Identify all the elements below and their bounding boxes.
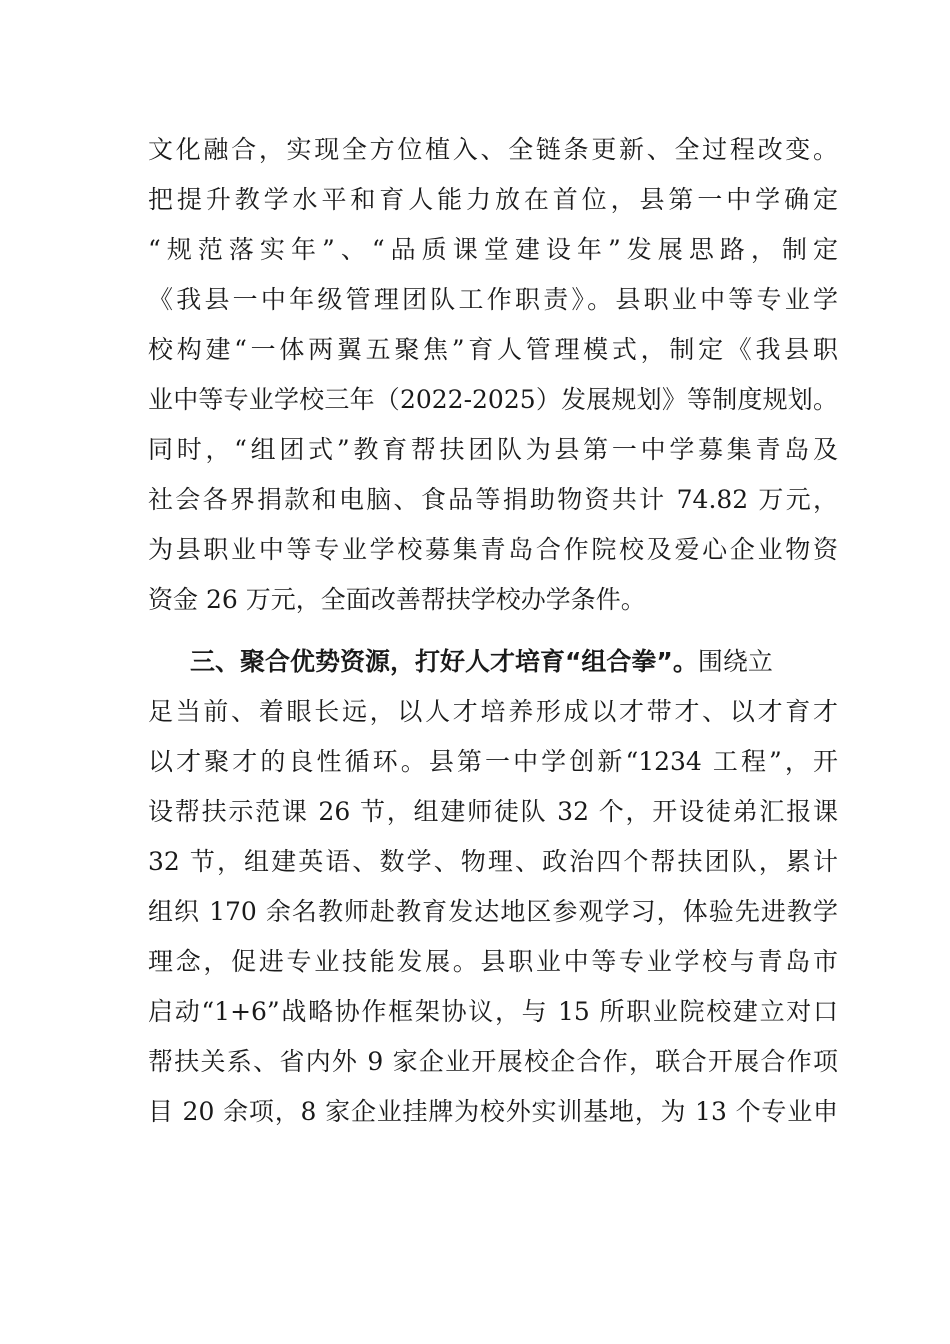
text-line: 《我县一中年级管理团队工作职责》。县职业中等专业学 (148, 285, 838, 314)
text-line: 校构建“一体两翼五聚焦”育人管理模式，制定《我县职 (148, 335, 838, 364)
text-line: 把提升教学水平和育人能力放在首位，县第一中学确定 (148, 185, 838, 214)
text-line: 启动“1+6”战略协作框架协议，与 15 所职业院校建立对口 (148, 997, 838, 1026)
text-line: 帮扶关系、省内外 9 家企业开展校企合作，联合开展合作项 (148, 1047, 838, 1076)
text-line: 文化融合，实现全方位植入、全链条更新、全过程改变。 (148, 135, 838, 164)
section-heading: 三、聚合优势资源，打好人才培育“组合拳”。 (190, 647, 698, 676)
text-line: 资金 26 万元，全面改善帮扶学校办学条件。 (148, 585, 646, 614)
text-line: 组织 170 余名教师赴教育发达地区参观学习，体验先进教学 (148, 897, 838, 926)
text-line: 目 20 余项，8 家企业挂牌为校外实训基地，为 13 个专业申 (148, 1097, 838, 1126)
text-line: 以才聚才的良性循环。县第一中学创新“1234 工程”，开 (148, 747, 838, 776)
text-span: 围绕立 (697, 647, 773, 676)
text-line: 设帮扶示范课 26 节，组建师徒队 32 个，开设徒弟汇报课 (148, 797, 838, 826)
text-line: “规范落实年”、“品质课堂建设年”发展思路，制定 (148, 235, 838, 264)
text-line: 社会各界捐款和电脑、食品等捐助物资共计 74.82 万元， (148, 485, 838, 514)
text-line: 32 节，组建英语、数学、物理、政治四个帮扶团队，累计 (148, 847, 838, 876)
text-line: 同时，“组团式”教育帮扶团队为县第一中学募集青岛及 (148, 435, 838, 464)
text-line: 理念，促进专业技能发展。县职业中等专业学校与青岛市 (148, 947, 838, 976)
text-line: 足当前、着眼长远，以人才培养形成以才带才、以才育才 (148, 697, 838, 726)
section-heading-line (190, 642, 838, 682)
text-line: 业中等专业学校三年（2022-2025）发展规划》等制度规划。 (148, 385, 838, 414)
text-line: 为县职业中等专业学校募集青岛合作院校及爱心企业物资 (148, 535, 838, 564)
